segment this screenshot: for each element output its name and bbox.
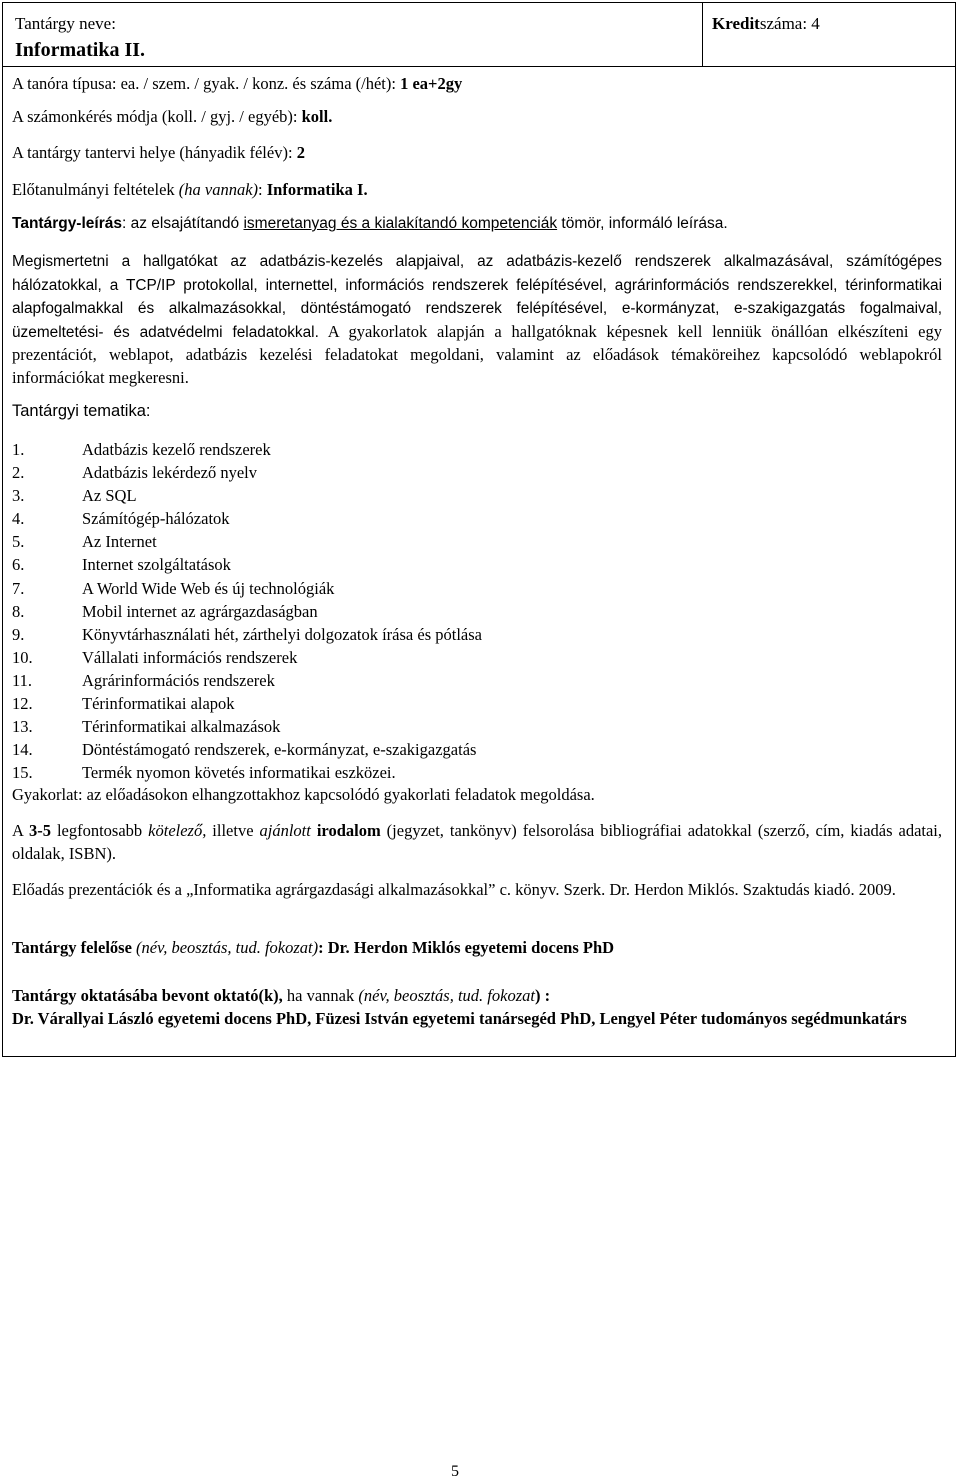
description-body-part1: Megismertetni a hallgatókat az adatbázis-kezelés alapjaival, az adatbázis-kezelő rendszerek alkalmazásával, számítógépes hálózatokkal, a TCP/IP protokollal, internettel, információs rendszerek felépítésével, agrárinformációs rendszerekkel, térinformatikai alapfogalmakkal és alkalmazásokkal, döntéstámogató rendszerek felépítésével, e-kormányzat, e-szakigazgatás fogalmaival, üzemeltetési- és adatvédelmi feladatokkal. xyxy=(12,253,942,341)
topic-number: 12. xyxy=(12,694,33,714)
description-body xyxy=(12,250,942,389)
topic-item xyxy=(12,669,942,692)
practice-line: Gyakorlat: az előadásokon elhangzottakhoz kapcsolódó gyakorlati feladatok megoldása. xyxy=(12,785,595,804)
topic-number: 1. xyxy=(12,440,25,459)
credit-value: Kreditszáma: 4 xyxy=(712,14,820,33)
class-type-value: 1 ea+2gy xyxy=(400,74,463,93)
prerequisite-line: Előtanulmányi feltételek (ha vannak): Informatika I. xyxy=(12,180,368,199)
topic-text: Térinformatikai alkalmazások xyxy=(82,717,281,737)
instructors-label: Tantárgy oktatásába bevont oktató(k), ha vannak (név, beosztás, tud. fokozat) : xyxy=(12,986,551,1005)
description-body-part2: A gyakorlatok alapján a hallgatóknak képesnek kell lenniük önállóan elkészíteni egy prezentációt, weblapot, adatbázis kezelési feladatokat megoldani, valamint az előadások témaköreihez kapcsolódó weblapokról információkat megkeresni. xyxy=(12,321,942,387)
topic-text: Az Internet xyxy=(82,532,157,552)
header-row xyxy=(3,3,955,67)
description-heading: Tantárgy-leírás: az elsajátítandó ismeretanyag és a kialakítandó kompetenciák tömör, informáló leírása. xyxy=(12,215,728,232)
topic-number: 3. xyxy=(12,486,25,506)
prerequisite-value: Informatika I. xyxy=(266,180,368,199)
topic-number: 9. xyxy=(12,624,25,644)
topic-text: Döntéstámogató rendszerek, e-kormányzat, e-szakigazgatás xyxy=(82,740,477,760)
topic-number: 4. xyxy=(12,509,25,529)
assessment-value: koll. xyxy=(301,107,333,126)
subject-label: Tantárgy neve: xyxy=(15,14,116,33)
topic-text: Agrárinformációs rendszerek xyxy=(82,670,275,690)
topic-item xyxy=(12,623,942,646)
topic-text: A World Wide Web és új technológiák xyxy=(82,578,335,598)
topic-text: Könyvtárhasználati hét, zárthelyi dolgozatok írása és pótlása xyxy=(82,624,482,644)
topic-item xyxy=(12,692,942,715)
topic-number: 15. xyxy=(12,763,33,783)
responsible-value: Dr. Herdon Miklós egyetemi docens PhD xyxy=(327,938,615,957)
topic-number: 5. xyxy=(12,532,25,552)
class-type-line: A tanóra típusa: ea. / szem. / gyak. / konz. és száma (/hét): 1 ea+2gy xyxy=(12,74,463,93)
semester-value: 2 xyxy=(296,143,305,162)
subject-name: Informatika II. xyxy=(15,39,146,61)
topic-number: 13. xyxy=(12,717,33,737)
topic-text: Számítógép-hálózatok xyxy=(82,509,230,529)
topic-number: 14. xyxy=(12,740,33,760)
topic-item xyxy=(12,577,942,600)
topic-item xyxy=(12,738,942,761)
topics-heading: Tantárgyi tematika: xyxy=(12,402,151,420)
topic-item xyxy=(12,461,942,484)
topic-number: 8. xyxy=(12,601,25,621)
topic-text: Adatbázis lekérdező nyelv xyxy=(82,463,258,483)
topic-item xyxy=(12,646,942,669)
literature-intro: A 3-5 legfontosabb kötelező, illetve ajánlott irodalom (jegyzet, tankönyv) felsorolása bibliográfiai adatokkal (szerző, cím, kiadás adatai, oldalak, ISBN). xyxy=(12,821,943,863)
topic-text: Internet szolgáltatások xyxy=(82,555,231,575)
topic-text: Vállalati információs rendszerek xyxy=(82,647,298,667)
credit-cell xyxy=(703,3,955,67)
topic-item xyxy=(12,484,942,507)
topic-item xyxy=(12,715,942,738)
topic-number: 6. xyxy=(12,555,25,575)
page-number: 5 xyxy=(451,1463,459,1480)
topic-text: Térinformatikai alapok xyxy=(82,694,235,714)
assessment-line: A számonkérés módja (koll. / gyj. / egyéb): koll. xyxy=(12,107,333,126)
topic-item xyxy=(12,438,942,461)
topic-item xyxy=(12,761,942,784)
topic-item xyxy=(12,600,942,623)
topic-text: Mobil internet az agrárgazdaságban xyxy=(82,601,318,621)
topic-item xyxy=(12,553,942,576)
topic-text: Adatbázis kezelő rendszerek xyxy=(82,440,271,459)
instructors-value: Dr. Várallyai László egyetemi docens PhD, Füzesi István egyetemi tanársegéd PhD, Lengyel Péter tudományos segédmunkatárs xyxy=(12,1009,907,1028)
semester-line: A tantárgy tantervi helye (hányadik félév): 2 xyxy=(12,143,305,162)
literature-reference: Előadás prezentációk és a „Informatika agrárgazdasági alkalmazásokkal” c. könyv. Szerk. Dr. Herdon Miklós. Szaktudás kiadó. 2009. xyxy=(12,880,896,899)
topic-number: 2. xyxy=(12,463,25,483)
subject-cell xyxy=(3,3,703,67)
responsible-line: Tantárgy felelőse (név, beosztás, tud. fokozat): Dr. Herdon Miklós egyetemi docens PhD xyxy=(12,938,615,957)
topic-item xyxy=(12,507,942,530)
topic-number: 10. xyxy=(12,647,33,667)
topics-list xyxy=(12,438,942,784)
topic-text: Az SQL xyxy=(82,486,137,506)
topic-number: 7. xyxy=(12,578,25,598)
topic-text: Termék nyomon követés informatikai eszközei. xyxy=(82,763,396,783)
topic-item xyxy=(12,530,942,553)
topic-number: 11. xyxy=(12,670,33,690)
